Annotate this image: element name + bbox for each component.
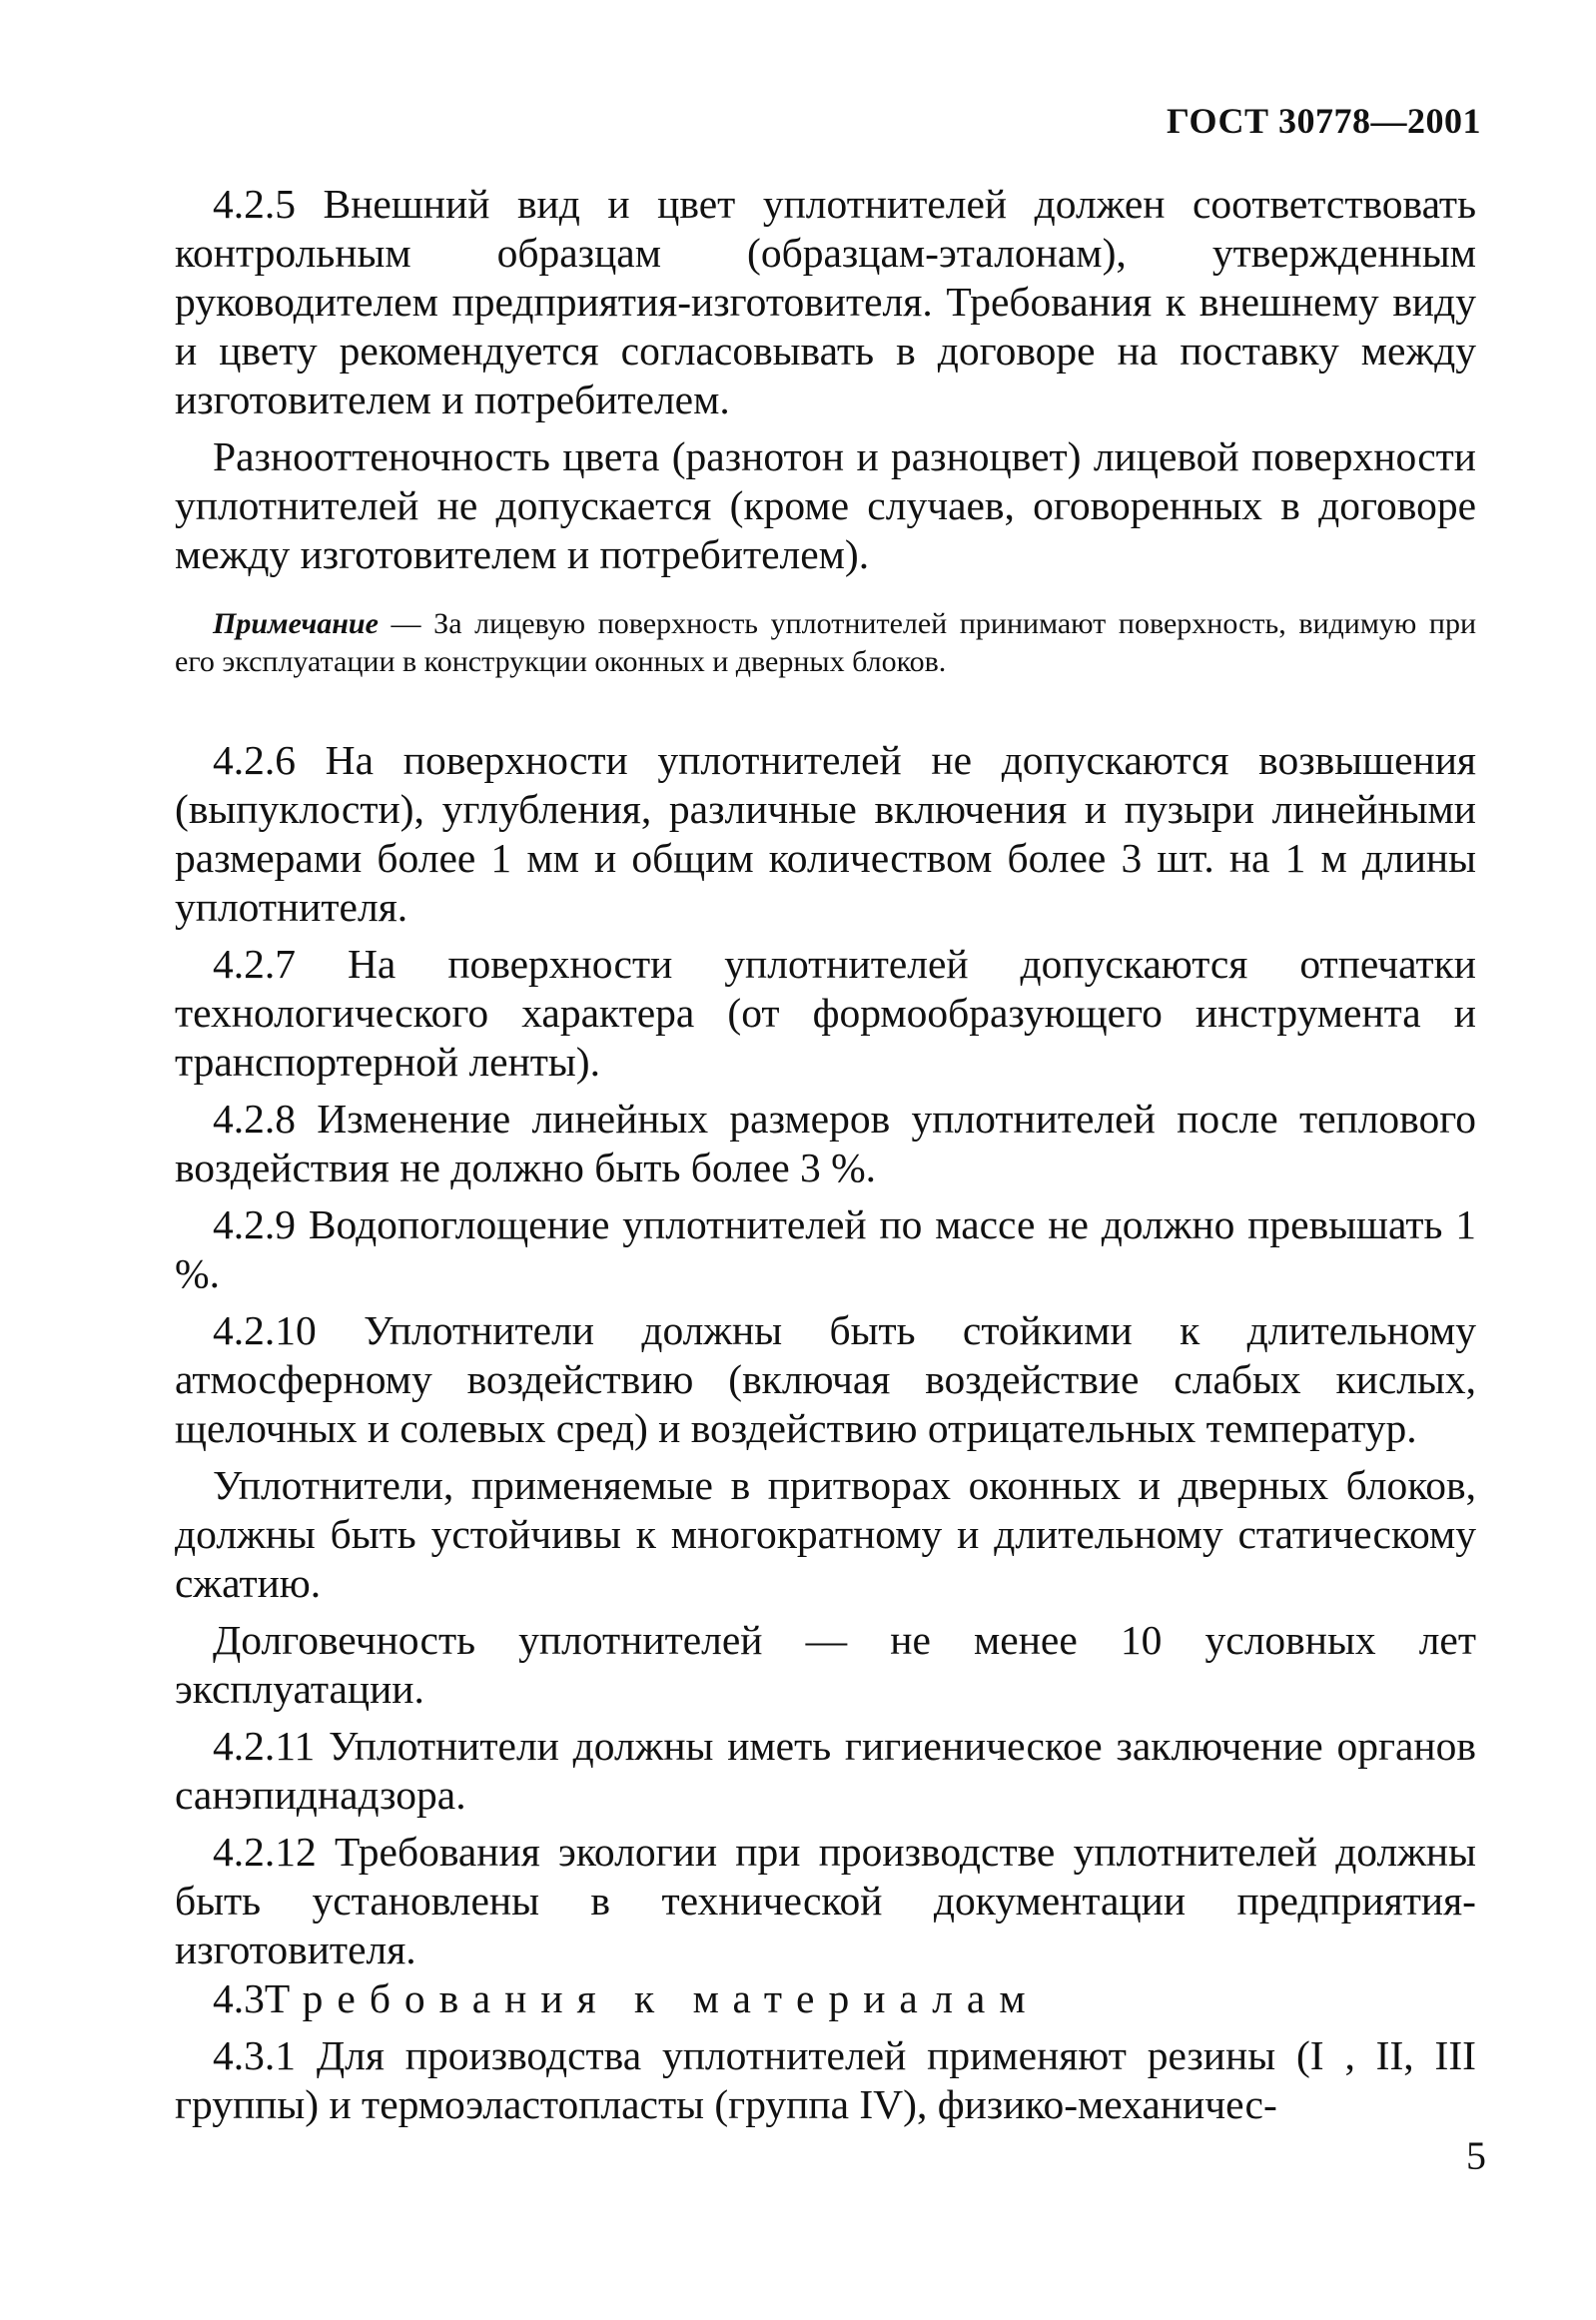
paragraph-4-3-1: 4.3.1 Для производства уплотнителей применяют резины (I , II, III группы) и термоэластопласты (группа IV), физико-механичес- (175, 2032, 1476, 2127)
section-heading-4-3 (175, 1974, 1476, 2023)
paragraph-4-2-6: 4.2.6 На поверхности уплотнителей не допускаются возвышения (выпуклости), углубления, различные включения и пузыри линейными размерами более 1 мм и общим количеством более 3 шт. на 1 м длины уплотнителя. (175, 737, 1476, 930)
paragraph-4-2-12: 4.2.12 Требования экологии при производстве уплотнителей должны быть установлены в технической документации предприятия-изготовителя. (175, 1829, 1476, 1972)
paragraph-4-2-5: 4.2.5 Внешний вид и цвет уплотнителей должен соответствовать контрольным образцам (образцам-эталонам), утвержденным руководителем предприятия-изготовителя. Требования к внешнему виду и цвету рекомендуется согласовывать в договоре на поставку между изготовителем и потребителем. (175, 181, 1476, 422)
page-number: 5 (1466, 2133, 1486, 2178)
section-title: Требования к материалам (264, 1975, 1040, 2021)
note (175, 605, 1476, 681)
paragraph-4-2-10: 4.2.10 Уплотнители должны быть стойкими к длительному атмосферному воздействию (включая воздействие слабых кислых, щелочных и солевых сред) и воздействию отрицательных температур. (175, 1307, 1476, 1451)
note-text: — За лицевую поверхность уплотнителей принимают поверхность, видимую при его эксплуатации в конструкции оконных и дверных блоков. (175, 607, 1476, 678)
paragraph-4-2-7: 4.2.7 На поверхности уплотнителей допускаются отпечатки технологического характера (от формообразующего инструмента и транспортерной ленты). (175, 941, 1476, 1085)
document-id-header: ГОСТ 30778—2001 (1167, 101, 1481, 141)
paragraph-4-2-8: 4.2.8 Изменение линейных размеров уплотнителей после теплового воздействия не должно быть более 3 %. (175, 1096, 1476, 1190)
paragraph-compression: Уплотнители, применяемые в притворах оконных и дверных блоков, должны быть устойчивы к многократному и длительному статическому сжатию. (175, 1462, 1476, 1606)
paragraph-4-2-9: 4.2.9 Водопоглощение уплотнителей по массе не должно превышать 1 %. (175, 1201, 1476, 1296)
paragraph-4-2-11: 4.2.11 Уплотнители должны иметь гигиеническое заключение органов санэпиднадзора. (175, 1723, 1476, 1818)
section-number: 4.3 (213, 1975, 265, 2021)
paragraph-color-variation: Разнооттеночность цвета (разнотон и разноцвет) лицевой поверхности уплотнителей не допускается (кроме случаев, оговоренных в договоре между изготовителем и потребителем). (175, 433, 1476, 577)
document-body (175, 180, 1476, 2129)
note-label: Примечание (213, 607, 379, 640)
paragraph-durability: Долговечность уплотнителей — не менее 10 условных лет эксплуатации. (175, 1617, 1476, 1712)
